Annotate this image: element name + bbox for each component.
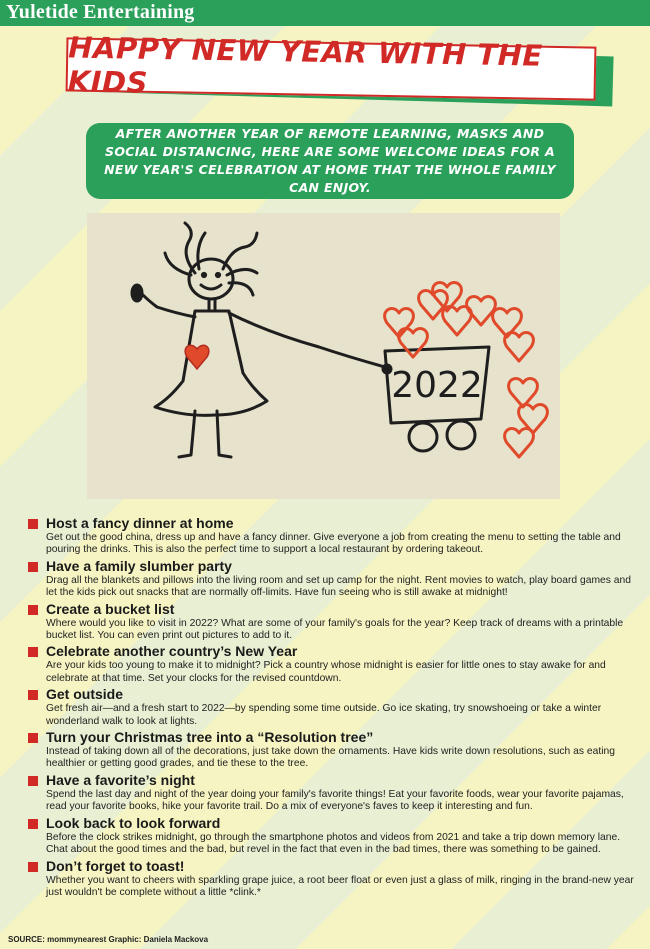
tip-body: Spend the last day and night of the year doing your family's favorite things! Eat your favorite foods, wear your favorite pajamas, read your favorite books, hike your favorite trail. Do a mix of everyone's faves to keep it interesting and fun. xyxy=(46,788,624,813)
list-item xyxy=(28,686,634,728)
tip-body: Instead of taking down all of the decorations, just take down the ornaments. Have kids write down resolutions, such as eating healthier or getting good grades, and tie these to the tree. xyxy=(46,746,615,770)
list-item xyxy=(28,515,634,557)
tip-body: Are your kids too young to make it to midnight? Pick a country whose midnight is easier for little ones to stay awake for and celebrate at that time. Set your clocks for the revised countdown. xyxy=(46,660,606,684)
tip-body: Get fresh air—and a fresh start to 2022—by spending some time outside. Go ice skating, try snowshoeing or take a winter wonderland walk to look at lights. xyxy=(46,703,602,727)
intro-box xyxy=(86,123,574,199)
girl-pulling-wagon-illustration xyxy=(87,213,560,499)
bullet-square-icon xyxy=(28,776,38,786)
list-item xyxy=(28,815,634,857)
bullet-square-icon xyxy=(28,690,38,700)
source-credit: SOURCE: mommynearest Graphic: Daniela Mackova xyxy=(8,935,209,944)
list-item xyxy=(28,558,634,600)
dress-heart xyxy=(185,345,209,369)
tip-title: Get outside xyxy=(46,686,124,703)
tip-title: Don’t forget to toast! xyxy=(46,857,185,874)
tip-body: Where would you like to visit in 2022? What are some of your family's goals for the year? Keep track of dreams with a printable bucket list. You can even print out pictures to add to it. xyxy=(46,617,624,642)
list-item xyxy=(28,772,634,814)
list-item xyxy=(28,858,634,900)
bullet-square-icon xyxy=(28,519,38,529)
tip-title: Host a fancy dinner at home xyxy=(46,515,234,531)
title-banner xyxy=(66,30,597,100)
bullet-square-icon xyxy=(28,647,38,657)
tip-body: Drag all the blankets and pillows into the living room and set up camp for the night. Rent movies to watch, play board games and let the kids pick out snacks that are normally off-limits. Have fun seeing who is still awake at midnight! xyxy=(46,574,631,599)
tip-title: Turn your Christmas tree into a “Resolution tree” xyxy=(46,729,374,746)
tips-list xyxy=(28,515,634,900)
intro-text: AFTER ANOTHER YEAR OF REMOTE LEARNING, MASKS AND SOCIAL DISTANCING, HERE ARE SOME WELCOME IDEAS FOR A NEW YEAR'S CELEBRATION AT HOME THAT THE WHOLE FAMILY CAN ENJOY. xyxy=(104,126,556,195)
page-title: HAPPY NEW YEAR WITH THE KIDS xyxy=(67,30,544,100)
tip-title: Have a family slumber party xyxy=(46,557,232,574)
list-item xyxy=(28,729,634,771)
wagon-year-label: 2022 xyxy=(391,365,483,406)
tip-title: Have a favorite’s night xyxy=(46,771,195,788)
bullet-square-icon xyxy=(28,562,38,572)
list-item xyxy=(28,601,634,643)
bullet-square-icon xyxy=(28,733,38,743)
bullet-square-icon xyxy=(28,819,38,829)
section-header-bar xyxy=(0,0,650,26)
section-title: Yuletide Entertaining xyxy=(6,1,195,23)
tip-title: Look back to look forward xyxy=(46,814,221,831)
tip-title: Create a bucket list xyxy=(46,600,175,617)
list-item xyxy=(28,643,634,685)
bullet-square-icon xyxy=(28,605,38,615)
tip-title: Celebrate another country’s New Year xyxy=(46,643,298,660)
tip-body: Get out the good china, dress up and have a fancy dinner. Give everyone a job from creating the menu to setting the table and pouring the drinks. This is also the perfect time to support a local restaurant by ordering takeout. xyxy=(46,532,621,556)
tip-body: Whether you want to cheers with sparkling grape juice, a root beer float or even just a glass of milk, ringing in the brand-new year just wouldn't be complete without a little *clink.* xyxy=(46,874,634,898)
tip-body: Before the clock strikes midnight, go through the smartphone photos and videos from 2021 and take a trip down memory lane. Chat about the good times and the bad, but revel in the fact that even in the bad times, there was something to be gained. xyxy=(46,831,621,856)
bullet-square-icon xyxy=(28,862,38,872)
